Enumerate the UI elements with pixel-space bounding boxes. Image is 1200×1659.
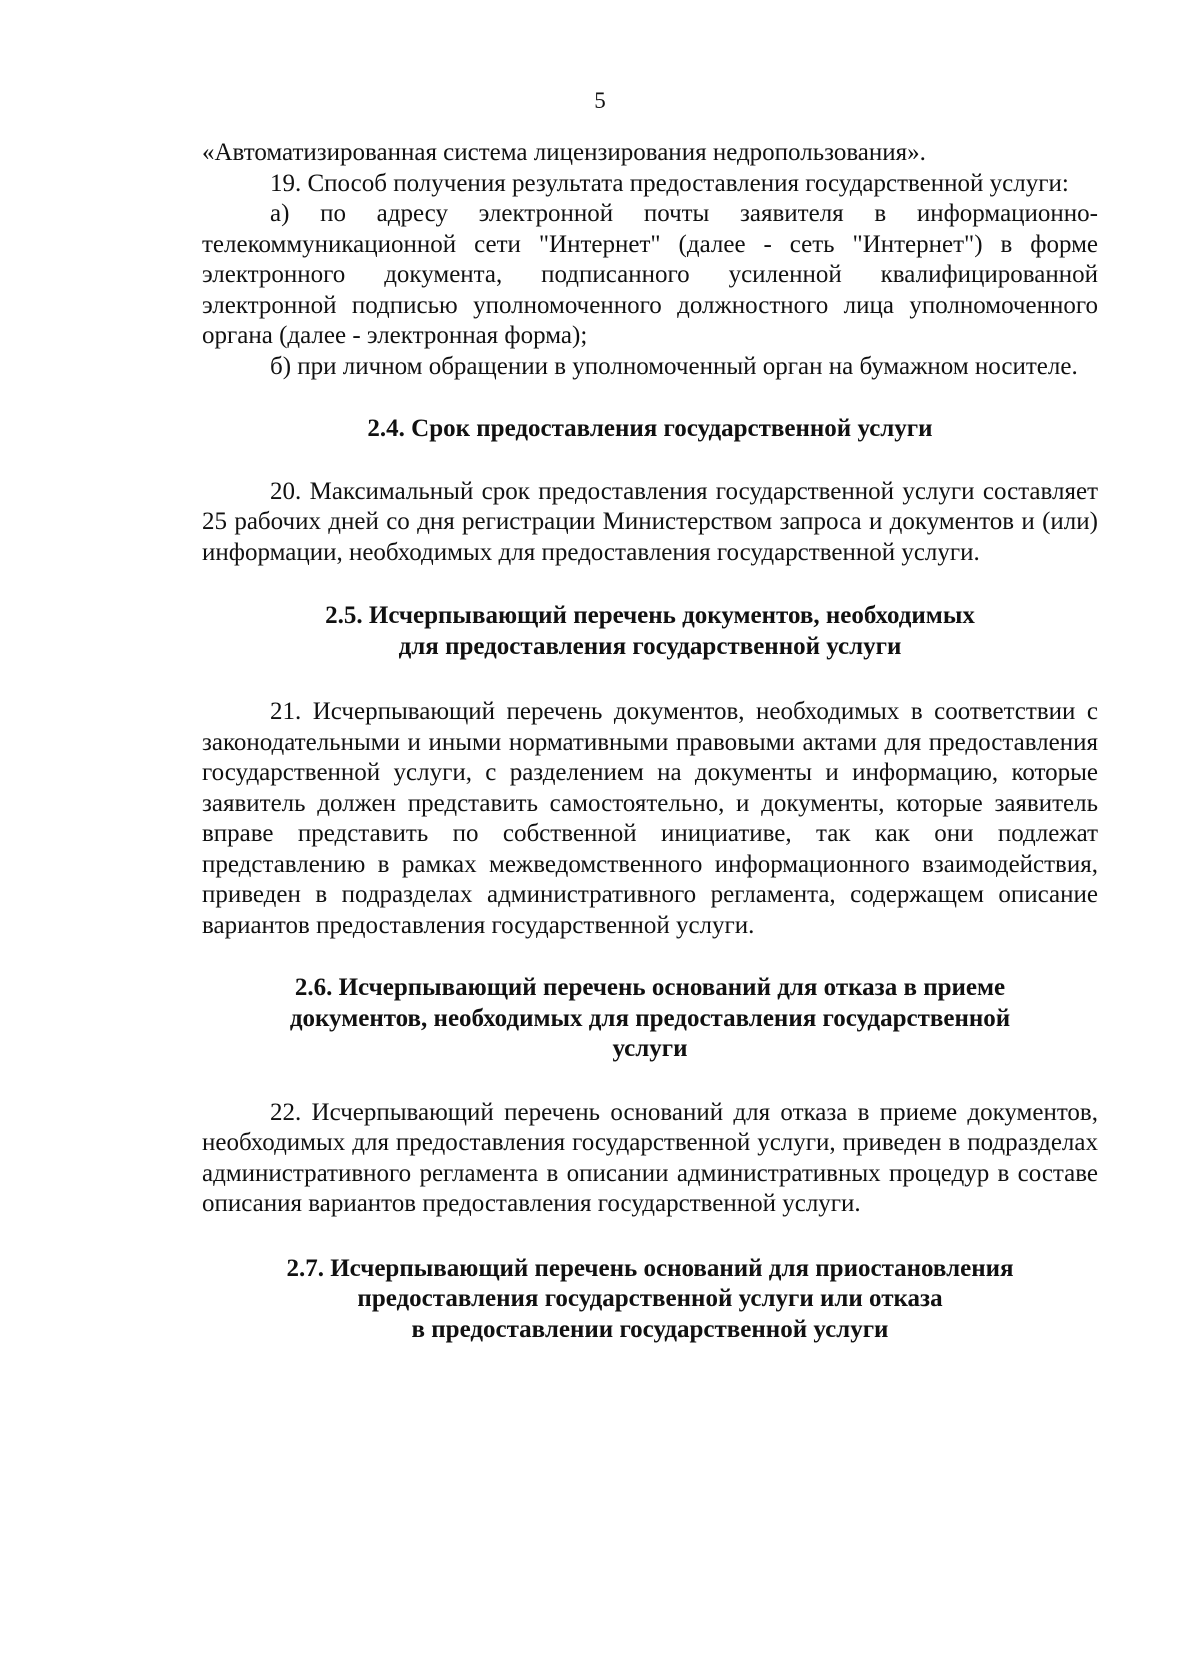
paragraph-21: 21. Исчерпывающий перечень документов, необходимых в соответствии с законодательными и иными нормативными правовыми актами для предоставления государственной услуги, с разделением на документы и информацию, которые заявитель должен представить самостоятельно, и документы, которые заявитель вправе представить по собственной инициативе, так как они подлежат представлению в рамках межведомственного информационного взаимодействия, приведен в подразделах административного регламента, содержащем описание вариантов предоставления государственной услуги. [202, 698, 1098, 939]
section-heading-2-6 [202, 973, 1098, 1065]
heading-line: предоставления государственной услуги или отказа [357, 1285, 943, 1312]
paragraph-19-item-a: а) по адресу электронной почты заявителя в информационно-телекоммуникационной сети "Интернет" (далее - сеть "Интернет") в форме электронного документа, подписанного усиленной квалифицированной электронной подписью уполномоченного должностного лица уполномоченного органа (далее - электронная форма); [202, 200, 1098, 349]
paragraph-20: 20. Максимальный срок предоставления государственной услуги составляет 25 рабочих дней со дня регистрации Министерством запроса и документов и (или) информации, необходимых для предоставления государственной услуги. [202, 477, 1098, 566]
heading-line: 2.5. Исчерпывающий перечень документов, необходимых [325, 602, 975, 629]
heading-line: для предоставления государственной услуги [398, 632, 902, 660]
heading-line: 2.4. Срок предоставления государственной услуги [367, 415, 933, 442]
paragraph-22: 22. Исчерпывающий перечень оснований для отказа в приеме документов, необходимых для предоставления государственной услуги, приведен в подразделах административного регламента в описании административных процедур в составе описания вариантов предоставления государственной услуги. [202, 1098, 1098, 1217]
paragraph-19: 19. Способ получения результата предоставления государственной услуги: [270, 169, 1069, 197]
paragraph-19-item-b: б) при личном обращении в уполномоченный орган на бумажном носителе. [270, 352, 1078, 380]
heading-line: 2.7. Исчерпывающий перечень оснований для приостановления [286, 1254, 1014, 1282]
heading-line: документов, необходимых для предоставления государственной [289, 1004, 1011, 1032]
section-heading-2-4 [202, 414, 1098, 445]
document-body [202, 138, 1098, 1345]
heading-line: услуги [612, 1035, 688, 1062]
paragraph-continuation: «Автоматизированная система лицензирования недропользования». [202, 139, 926, 166]
heading-line: в предоставлении государственной услуги [411, 1315, 889, 1343]
section-heading-2-7 [202, 1254, 1098, 1346]
section-heading-2-5 [202, 601, 1098, 662]
heading-line: 2.6. Исчерпывающий перечень оснований для отказа в приеме [294, 974, 1006, 1001]
page-number: 5 [594, 88, 606, 113]
